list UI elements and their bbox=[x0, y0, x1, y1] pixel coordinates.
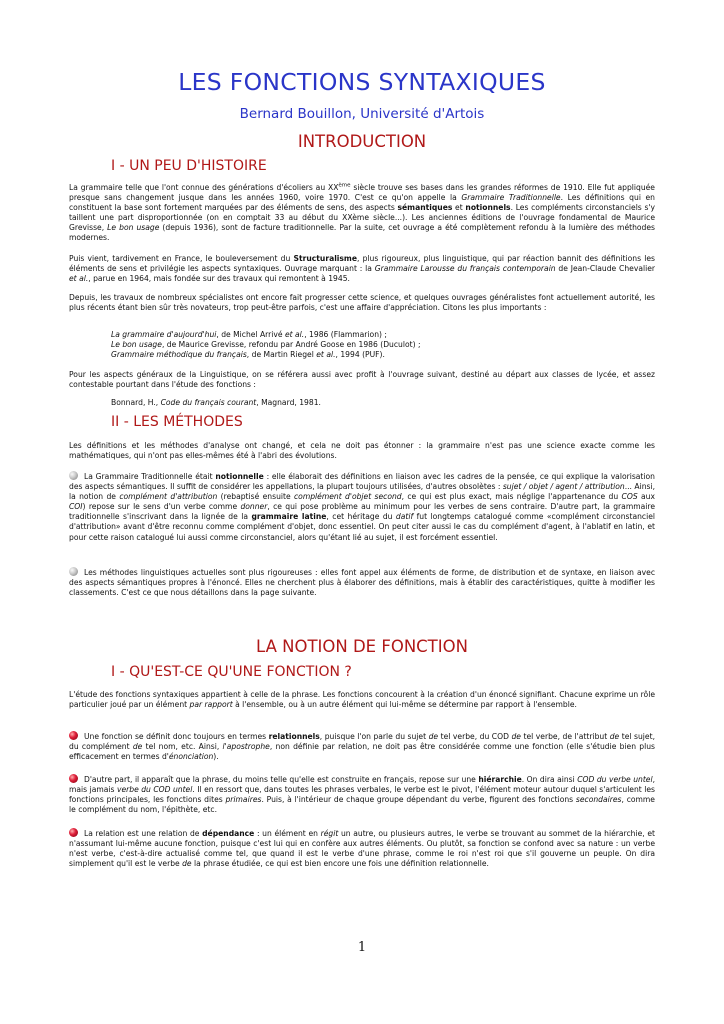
paragraph-history-3: Depuis, les travaux de nombreux spécialistes ont encore fait progresser cette science, et quelques ouvrages généralistes font actuellement autorité, les plus récents étant bien sûr très novateurs, trop peut-être parfois, c'est une affaire d'appréciation. Citons les plus importants : bbox=[69, 293, 655, 313]
reference-item: La grammaire d'aujourd'hui, de Michel Arrivé et al., 1986 (Flammarion) ; bbox=[111, 330, 387, 339]
paragraph-methods-intro: Les définitions et les méthodes d'analyse ont changé, et cela ne doit pas étonner : la grammaire n'est pas une science exacte comme les mathématiques, qui n'ont pas elles-mêmes été à l'abri des évolutions. bbox=[69, 441, 655, 461]
section-1-heading: I - UN PEU D'HISTOIRE bbox=[111, 158, 267, 174]
paragraph-traditional-grammar: La Grammaire Traditionnelle était notionnelle : elle élaborait des définitions en liaison avec les cadres de la pensée, ce qui explique la valorisation des aspects sémantiques. Il suffit de considérer les appellations, la plupart toujours utilisées, d'autres obsolètes : sujet / objet / agent / attribution... Ainsi, la notion de complément d'attribution (rebaptisé ensuite complément d'objet second, ce qui est plus exact, mais néglige l'appartenance du COS aux COI) repose sur le sens d'un verbe comme donner, ce qui pose problème au minimum pour les verbes de sens contraire. D'autre part, la grammaire traditionnelle s'inscrivant dans la lignée de la grammaire latine, cet héritage du datif fut longtemps catalogué comme «complément circonstanciel d'attribution» avant d'être reconnu comme complément d'objet, donc essentiel. On peut citer aussi le cas du complément d'agent, à l'ablatif en latin, et pour cette raison catalogué lui aussi comme circonstanciel, alors qu'étant lié au sujet, il est forcément essentiel. bbox=[69, 472, 655, 542]
page-title: LES FONCTIONS SYNTAXIQUES bbox=[178, 68, 546, 96]
grey-bullet-icon bbox=[69, 567, 78, 576]
paragraph-history-1: La grammaire telle que l'ont connue des générations d'écoliers au XXème siècle trouve ses bases dans les grandes réformes de 1910. Elle fut appliquée presque sans changement jusque dans les années 1960, voire 1970. C'est ce qu'on appelle la Grammaire Traditionnelle. Les définitions qui en constituent la base sont fortement marquées par des éléments de sens, des aspects sémantiques et notionnels. Les compléments circonstanciels s'y taillent une part disproportionnée (on en comptait 33 au début du XXème siècle...). Les anciennes éditions de l'ouvrage fondamental de Maurice Grevisse, Le bon usage (depuis 1936), sont de facture traditionnelle. Par la suite, cet ouvrage a été complètement refondu à la lumière des méthodes modernes. bbox=[69, 182, 656, 243]
notion-heading: LA NOTION DE FONCTION bbox=[256, 637, 468, 656]
section-3-heading: I - QU'EST-CE QU'UNE FONCTION ? bbox=[111, 664, 352, 680]
references-list bbox=[111, 330, 655, 360]
reference-item: Grammaire méthodique du français, de Martin Riegel et al., 1994 (PUF). bbox=[111, 350, 385, 360]
section-2-heading: II - LES MÉTHODES bbox=[111, 414, 243, 430]
paragraph-dependency: La relation est une relation de dépendance : un élément en régit un autre, ou plusieurs autres, le verbe se trouvant au sommet de la hiérarchie, et n'assumant lui-même aucune fonction, puisque c'est lui qui en confère aux autres éléments. Ou plutôt, sa fonction se confond avec sa nature : un verbe n'est verbe, c'est-à-dire actualisé comme tel, que quand il est le verbe d'une phrase, comme le roi n'est roi que s'il gouverne un peuple. On dira simplement qu'il est le verbe de la phrase étudiée, ce qui est bien encore une fois une définition relationnelle. bbox=[69, 829, 655, 869]
reference-item: Le bon usage, de Maurice Grevisse, refondu par André Goose en 1986 (Duculot) ; bbox=[111, 340, 421, 350]
red-bullet-icon bbox=[69, 774, 78, 783]
paragraph-relational: Une fonction se définit donc toujours en termes relationnels, puisque l'on parle du sujet de tel verbe, du COD de tel verbe, de l'attribut de tel sujet, du complément de tel nom, etc. Ainsi, l'apostrophe, non définie par relation, ne doit pas être considérée comme une fonction (elle s'étudie bien plus efficacement en termes d'énonciation). bbox=[69, 732, 656, 762]
reference-bonnard: Bonnard, H., Code du français courant, Magnard, 1981. bbox=[111, 398, 321, 407]
paragraph-hierarchy: D'autre part, il apparaît que la phrase, du moins telle qu'elle est construite en français, repose sur une hiérarchie. On dira ainsi COD du verbe untel, mais jamais verbe du COD untel. Il en ressort que, dans toutes les phrases verbales, le verbe est le pivot, l'élément moteur autour duquel s'articulent les fonctions principales, les fonctions dites primaires. Puis, à l'intérieur de chaque groupe dépendant du verbe, figurent des fonctions secondaires, comme le complément du nom, l'épithète, etc. bbox=[69, 775, 656, 815]
red-bullet-icon bbox=[69, 731, 78, 740]
paragraph-modern-methods: Les méthodes linguistiques actuelles sont plus rigoureuses : elles font appel aux éléments de forme, de distribution et de syntaxe, en liaison avec des aspects sémantiques propres à l'énoncé. Elles ne cherchent plus à élaborer des définitions, mais à établir des caractéristiques, quitte à modifier les classements. C'est ce que nous détaillons dans la page suivante. bbox=[69, 568, 655, 598]
paragraph-function-definition: L'étude des fonctions syntaxiques appartient à celle de la phrase. Les fonctions concourent à la création d'un énoncé signifiant. Chacune exprime un rôle particulier joué par un élément par rapport à l'ensemble, ou à un autre élément qui lui-même se détermine par rapport à l'ensemble. bbox=[69, 690, 655, 710]
author-line: Bernard Bouillon, Université d'Artois bbox=[239, 106, 485, 122]
paragraph-history-4: Pour les aspects généraux de la Linguistique, on se référera aussi avec profit à l'ouvrage suivant, destiné au départ aux classes de lycée, et assez contestable pourtant dans l'étude des fonctions : bbox=[69, 370, 655, 390]
intro-heading: INTRODUCTION bbox=[297, 132, 427, 151]
grey-bullet-icon bbox=[69, 471, 78, 480]
paragraph-history-2: Puis vient, tardivement en France, le bouleversement du Structuralisme, plus rigoureux, plus linguistique, qui par réaction bannit des définitions les éléments de sens et privilégie les aspects syntaxiques. Ouvrage marquant : la Grammaire Larousse du français contemporain de Jean-Claude Chevalier et al., parue en 1964, mais fondée sur des travaux qui remontent à 1945. bbox=[69, 254, 655, 284]
red-bullet-icon bbox=[69, 828, 78, 837]
page-number: 1 bbox=[357, 940, 367, 955]
